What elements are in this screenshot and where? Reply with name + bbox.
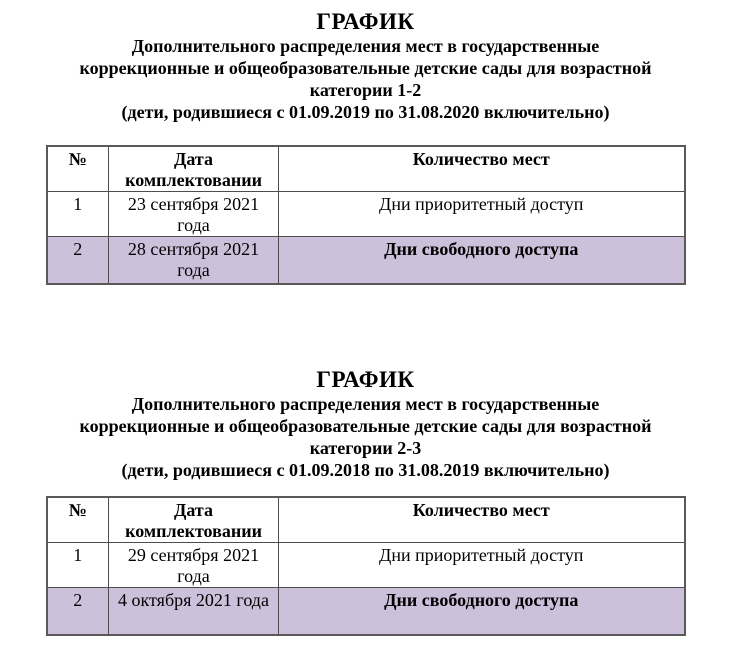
col-header-date [109,146,279,192]
section-1-title: ГРАФИК [316,9,415,34]
table-2-row-2 [47,588,685,636]
cell-date-line-2: года [177,215,210,235]
section-2-birthdate-range: (дети, родившиеся с 01.09.2018 по 31.08.2019 включительно) [121,460,610,480]
section-1-subtitle-line-1: Дополнительного распределения мест в государственные [131,36,600,56]
section-2-title-block [26,366,706,481]
col-header-date-line-1: Дата [174,149,213,169]
cell-date [109,192,279,237]
schedule-section-1 [0,0,731,285]
cell-date-line-2: года [177,260,210,280]
col-header-number: № [47,146,109,192]
cell-date [109,588,279,636]
col-header-date [109,497,279,543]
schedule-section-2 [0,366,731,636]
cell-date-line-1: 28 сентября 2021 [127,239,260,259]
cell-date-line-1: 4 октября 2021 года [118,590,269,610]
schedule-table-1 [46,145,686,285]
col-header-date-line-2: комплектовании [125,521,262,541]
table-2-header-row [47,497,685,543]
cell-number: 1 [47,192,109,237]
table-2-row-1 [47,543,685,588]
cell-places: Дни приоритетный доступ [279,192,685,237]
schedule-table-2 [46,496,686,636]
cell-places: Дни приоритетный доступ [279,543,685,588]
cell-date [109,237,279,285]
table-1-row-2 [47,237,685,285]
cell-date-line-1: 23 сентября 2021 [127,194,260,214]
cell-number: 1 [47,543,109,588]
table-1-header-row [47,146,685,192]
cell-number: 2 [47,588,109,636]
col-header-places: Количество мест [279,146,685,192]
section-1-birthdate-range: (дети, родившиеся с 01.09.2019 по 31.08.2020 включительно) [121,102,610,122]
section-2-subtitle-line-2: коррекционные и общеобразовательные детские сады для возрастной [79,416,652,436]
cell-date-line-2: года [177,566,210,586]
section-1-subtitle-line-2: коррекционные и общеобразовательные детские сады для возрастной [79,58,652,78]
cell-places: Дни свободного доступа [279,237,685,285]
section-2-subtitle-line-1: Дополнительного распределения мест в государственные [131,394,600,414]
section-1-title-block [26,0,706,123]
cell-number: 2 [47,237,109,285]
col-header-date-line-2: комплектовании [125,170,262,190]
section-2-subtitle-line-3: категории 2-3 [309,438,422,458]
cell-date [109,543,279,588]
col-header-date-line-1: Дата [174,500,213,520]
col-header-number: № [47,497,109,543]
section-1-subtitle-line-3: категории 1-2 [309,80,422,100]
col-header-places: Количество мест [279,497,685,543]
table-1-row-1 [47,192,685,237]
cell-date-line-1: 29 сентября 2021 [127,545,260,565]
section-2-title: ГРАФИК [316,367,415,392]
cell-places: Дни свободного доступа [279,588,685,636]
